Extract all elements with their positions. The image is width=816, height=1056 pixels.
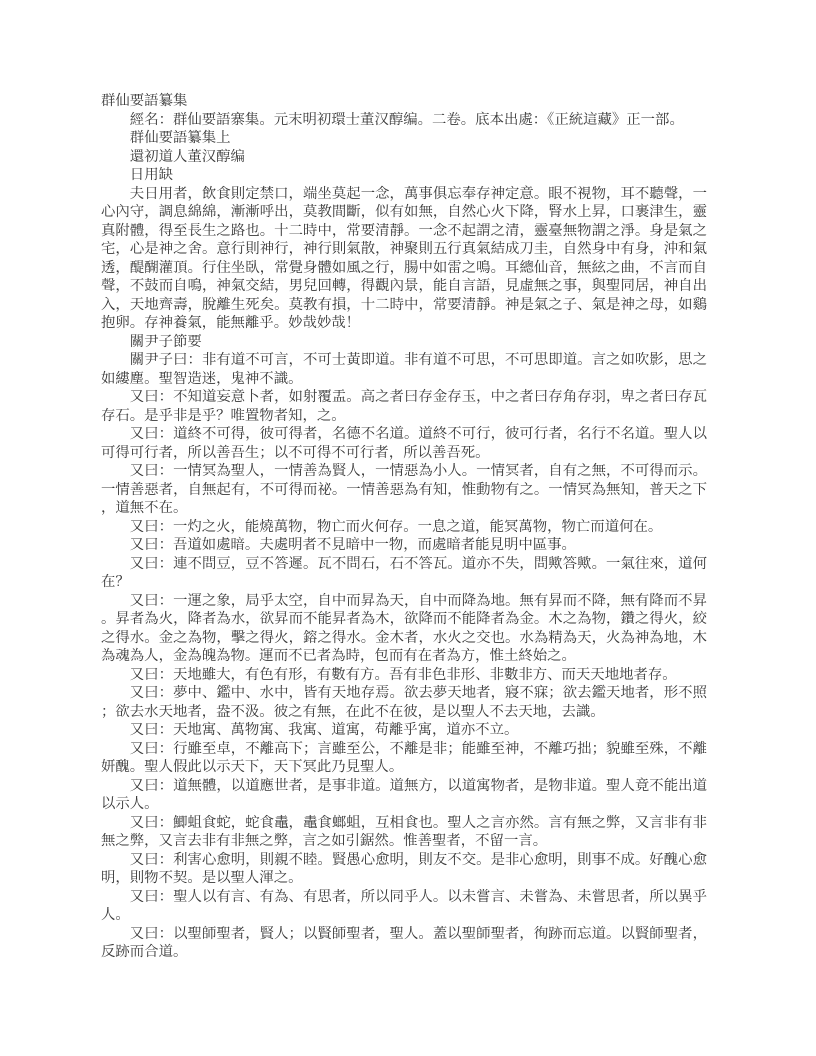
paragraph: 又曰：連不問豆，豆不答遲。瓦不問石，石不答瓦。道亦不失，問歟答歟。一氣往來，道何在？ bbox=[101, 555, 707, 590]
paragraph: 又曰：道無體，以道應世者，是事非道。道無方，以道寓物者，是物非道。聖人竟不能出道以示人。 bbox=[101, 777, 707, 812]
paragraph: 又曰：吾道如處暗。夫處明者不見暗中一物，而處暗者能見明中區事。 bbox=[129, 537, 576, 553]
paragraph-daily-use: 夫日用者，飲食則定禁口，端坐莫起一念，萬事俱忘奉存神定意。眼不視物，耳不聽聲，一心內守，調息綿綿，漸漸呼出，莫教間斷，似有如無，自然心火下降，腎水上昇，口裹津生，靈真附體，得至長生之路也。十二時中，常要清靜。一念不起謂之清，靈臺無物謂之淨。身是氣之宅，心是神之舍。意行則神行，神行則氣散，神聚則五行真氣結成刀圭，自然身中有身，沖和氣透，醍醐灌頂。行住坐臥，常覺身體如風之行，腸中如雷之鳴。耳總仙音，無絃之曲，不言而自聲，不鼓而自鳴，神氣交結，男兒回轉，得觀內景，能自言語，見虛無之事，與聖同居，神自出入，天地齊壽，脫離生死矣。莫教有損，十二時中，常要清靜。神是氣之子、氣是神之母，如鷄抱卵。存神養氣，能無離乎。妙哉妙哉！ bbox=[101, 185, 707, 331]
paragraph: 又曰：夢中、鑑中、水中，皆有天地存焉。欲去夢天地者，寢不寐；欲去鑑天地者，形不照；欲去水天地者，盎不汲。彼之有無，在此不在彼，是以聖人不去天地，去識。 bbox=[101, 685, 707, 720]
paragraph: 關尹子曰：非有道不可言，不可士黃即道。非有道不可思，不可思即道。言之如吹影，思之如縷塵。聖智造迷，鬼神不識。 bbox=[101, 352, 707, 387]
paragraph: 又曰：道終不可得，彼可得者，名德不名道。道終不可行，彼可行者，名行不名道。聖人以可得可行者，所以善吾生；以不可得不可行者，所以善吾死。 bbox=[101, 426, 707, 461]
paragraph: 又曰：天地寓、萬物寓、我寓、道寓，苟離乎寓，道亦不立。 bbox=[129, 722, 519, 738]
edition-note: 經名：群仙要語寨集。元末明初環士董汉醇编。二卷。底本出處：《正統這藏》正一部。 bbox=[129, 111, 684, 128]
paragraph: 又曰：行雖至卓，不離高下；言雖至公，不離是非；能雖至神，不離巧拙；貌雖至殊，不離妍醜。聖人假此以示天下，天下冥此乃見聖人。 bbox=[101, 740, 707, 775]
paragraph: 又曰：一運之象，局乎太空，自中而昇為天，自中而降為地。無有昇而不降，無有降而不昇。昇者為火，降者為水，欲昇而不能昇者為木，欲降而不能降者為金。木之為物，鑽之得火，絞之得水。金之為物，擊之得火，鎔之得水。金木者，水火之交也。水為精為天，火為神為地，木為魂為人，金為魄為物。運而不已者為時，包而有在者為方，惟土終始之。 bbox=[101, 592, 707, 664]
paragraph: 又曰：利害心愈明，則親不睦。賢愚心愈明，則友不交。是非心愈明，則事不成。好醜心愈明，則物不契。是以聖人渾之。 bbox=[101, 851, 707, 886]
volume-title: 群仙要語纂集上 bbox=[129, 130, 231, 146]
editor-line: 還初道人董汉醇编 bbox=[129, 148, 245, 165]
paragraph: 又曰：天地雖大，有色有形，有數有方。吾有非色非形、非數非方、而天天地地者存。 bbox=[129, 666, 677, 683]
section-heading-daily-use: 日用缺 bbox=[129, 167, 173, 183]
document-title: 群仙要語纂集 bbox=[101, 93, 188, 109]
paragraph: 又曰：不知道妄意卜者，如射覆盂。高之者曰存金存玉，中之者曰存角存羽，卑之者曰存瓦存石。是乎非是乎？唯置物者知，之。 bbox=[101, 389, 707, 424]
paragraph: 又曰：聖人以有言、有為、有思者，所以同乎人。以未嘗言、未嘗為、未嘗思者，所以異乎人。 bbox=[101, 888, 707, 923]
paragraph: 又曰：一灼之火，能燒萬物，物亡而火何存。一息之道，能冥萬物，物亡而道何在。 bbox=[129, 518, 663, 535]
paragraph: 又曰：以聖師聖者，賢人；以賢師聖者，聖人。蓋以聖師聖者，徇跡而忘道。以賢師聖者，反跡而合道。 bbox=[101, 925, 707, 960]
paragraph: 又曰：鯽蛆食蛇，蛇食鼃，鼃食螂蛆，互相食也。聖人之言亦然。言有無之弊，又言非有非無之弊，又言去非有非無之弊，言之如引鋸然。惟善聖者，不留一言。 bbox=[101, 814, 707, 849]
text-block bbox=[101, 92, 707, 962]
paragraph: 又曰：一情冥為聖人，一情善為賢人，一情惡為小人。一情冥者，自有之無，不可得而示。一情善惡者，自無起有，不可得而祕。一情善惡為有知，惟動物有之。一情冥為無知，普天之下，道無不在。 bbox=[101, 463, 707, 516]
section-heading-guanyinzi: 關尹子節要 bbox=[129, 333, 202, 350]
